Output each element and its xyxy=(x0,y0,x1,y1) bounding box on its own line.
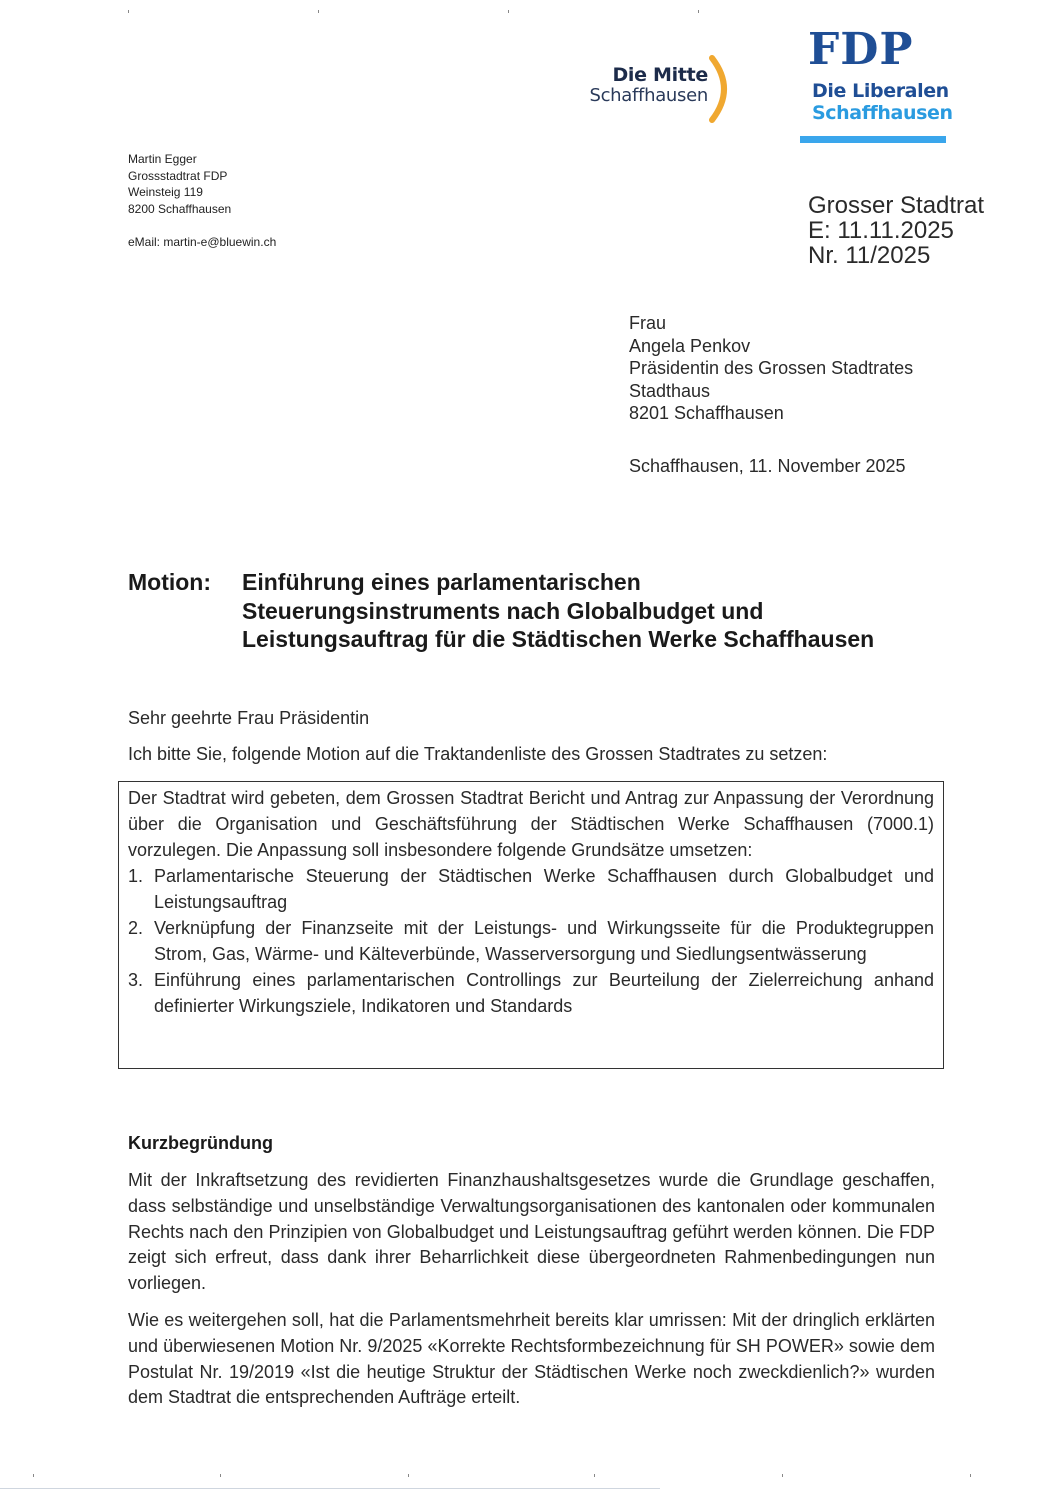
recipient-city: 8201 Schaffhausen xyxy=(629,403,784,423)
scan-mark xyxy=(698,10,699,13)
sender-name: Martin Egger xyxy=(128,152,197,166)
fdp-logo-bar xyxy=(800,136,946,143)
sender-street: Weinsteig 119 xyxy=(128,185,203,199)
rationale-paragraph-1: Mit der Inkraftsetzung des revidierten Finanzhaushaltsgesetzes wurde die Grundlage geschaffen, dass selbständige und unselbständige Verwaltungsorganisationen des kantonalen oder kommunalen Rechts nach den Prinzipien von Globalbudget und Leistungsauftrag geführt werden können. Die FDP zeigt sich erfreut, dass dank ihrer Beharrlichkeit diese übergeordneten Rahmenbedingungen nun vorliegen. xyxy=(128,1170,935,1294)
scan-mark xyxy=(782,1474,783,1477)
scan-mark xyxy=(318,10,319,13)
motion-title-line1: Einführung eines parlamentarischen xyxy=(242,569,641,595)
stamp-number: Nr. 11/2025 xyxy=(808,242,931,269)
list-item-number: 1. xyxy=(128,866,144,886)
rationale-paragraph-2: Wie es weitergehen soll, hat die Parlamentsmehrheit bereits klar umrissen: Mit der dringlich erklärten und überwiesenen Motion Nr. 9/2025 «Korrekte Rechtsformbezeichnung für SH POWER» sowie dem Postulat Nr. 19/2019 «Ist die heutige Struktur der Städtischen Werke noch zweckdienlich?» wurden dem Stadtrat die entsprechenden Aufträge erteilt. xyxy=(128,1310,935,1408)
stamp-line1: Grosser Stadtrat xyxy=(808,192,985,219)
motion-principles-list xyxy=(128,863,934,1019)
list-item-text: Parlamentarische Steuerung der Städtischen Werke Schaffhausen durch Globalbudget und Leistungsauftrag xyxy=(154,866,934,912)
receipt-stamp xyxy=(808,193,984,268)
scan-mark xyxy=(508,10,509,13)
greeting: Sehr geehrte Frau Präsidentin xyxy=(128,708,370,728)
fdp-logo-line1: Die Liberalen xyxy=(812,80,949,102)
list-item xyxy=(128,915,934,967)
sender-role: Grossstadtrat FDP xyxy=(128,168,228,183)
motion-content xyxy=(128,785,934,1019)
list-item-text: Verknüpfung der Finanzseite mit der Leistungs- und Wirkungsseite für die Produktegruppen Strom, Gas, Wärme- und Kälteverbünde, Wasserversorgung und Siedlungsentwässerung xyxy=(154,918,934,964)
sender-city: 8200 Schaffhausen xyxy=(128,201,232,216)
recipient-name: Angela Penkov xyxy=(629,335,751,356)
die-mitte-logo xyxy=(588,62,748,122)
list-item xyxy=(128,863,934,915)
motion-title-label: Motion: xyxy=(128,569,212,595)
list-item-text: Einführung eines parlamentarischen Controllings zur Beurteilung der Zielerreichung anhand definierter Wirkungsziele, Indikatoren und Standards xyxy=(154,970,934,1016)
scan-mark xyxy=(594,1474,595,1477)
scan-mark xyxy=(970,1474,971,1477)
stamp-date: E: 11.11.2025 xyxy=(808,217,954,244)
list-item xyxy=(128,967,934,1019)
rationale-heading: Kurzbegründung xyxy=(128,1133,273,1153)
motion-title-line2: Steuerungsinstruments nach Globalbudget und xyxy=(242,597,764,624)
motion-request-text: Der Stadtrat wird gebeten, dem Grossen Stadtrat Bericht und Antrag zur Anpassung der Verordnung über die Organisation und Geschäftsführung der Städtischen Werke Schaffhausen (7000.1) vorzulegen. Die Anpassung soll insbesondere folgende Grundsätze umsetzen: xyxy=(128,788,934,860)
motion-text-box xyxy=(118,781,944,1069)
fdp-wordmark: FDP xyxy=(808,24,914,75)
recipient-salutation: Frau xyxy=(629,313,667,333)
list-item-number: 2. xyxy=(128,918,144,938)
place-date: Schaffhausen, 11. November 2025 xyxy=(629,456,906,476)
recipient-building: Stadthaus xyxy=(629,380,711,401)
fdp-logo xyxy=(800,24,953,143)
die-mitte-logo-line2: Schaffhausen xyxy=(589,85,708,106)
scan-mark xyxy=(33,1474,34,1477)
die-mitte-logo-line1: Die Mitte xyxy=(612,64,708,86)
recipient-address xyxy=(629,312,913,425)
scan-mark xyxy=(408,1474,409,1477)
list-item-number: 3. xyxy=(128,970,144,990)
sender-address xyxy=(128,151,276,251)
motion-title-text xyxy=(242,568,962,654)
die-mitte-arc-icon xyxy=(706,54,740,124)
intro-text: Ich bitte Sie, folgende Motion auf die Traktandenliste des Grossen Stadtrates zu setzen: xyxy=(128,744,828,764)
scan-mark xyxy=(128,10,129,13)
scan-mark xyxy=(220,1474,221,1477)
recipient-title: Präsidentin des Grossen Stadtrates xyxy=(629,358,914,378)
fdp-logo-line2: Schaffhausen xyxy=(812,102,953,124)
sender-email: eMail: martin-e@bluewin.ch xyxy=(128,235,277,249)
scan-artifact-line xyxy=(0,1488,660,1489)
motion-title-line3: Leistungsauftrag für die Städtischen Werke Schaffhausen xyxy=(242,626,875,652)
